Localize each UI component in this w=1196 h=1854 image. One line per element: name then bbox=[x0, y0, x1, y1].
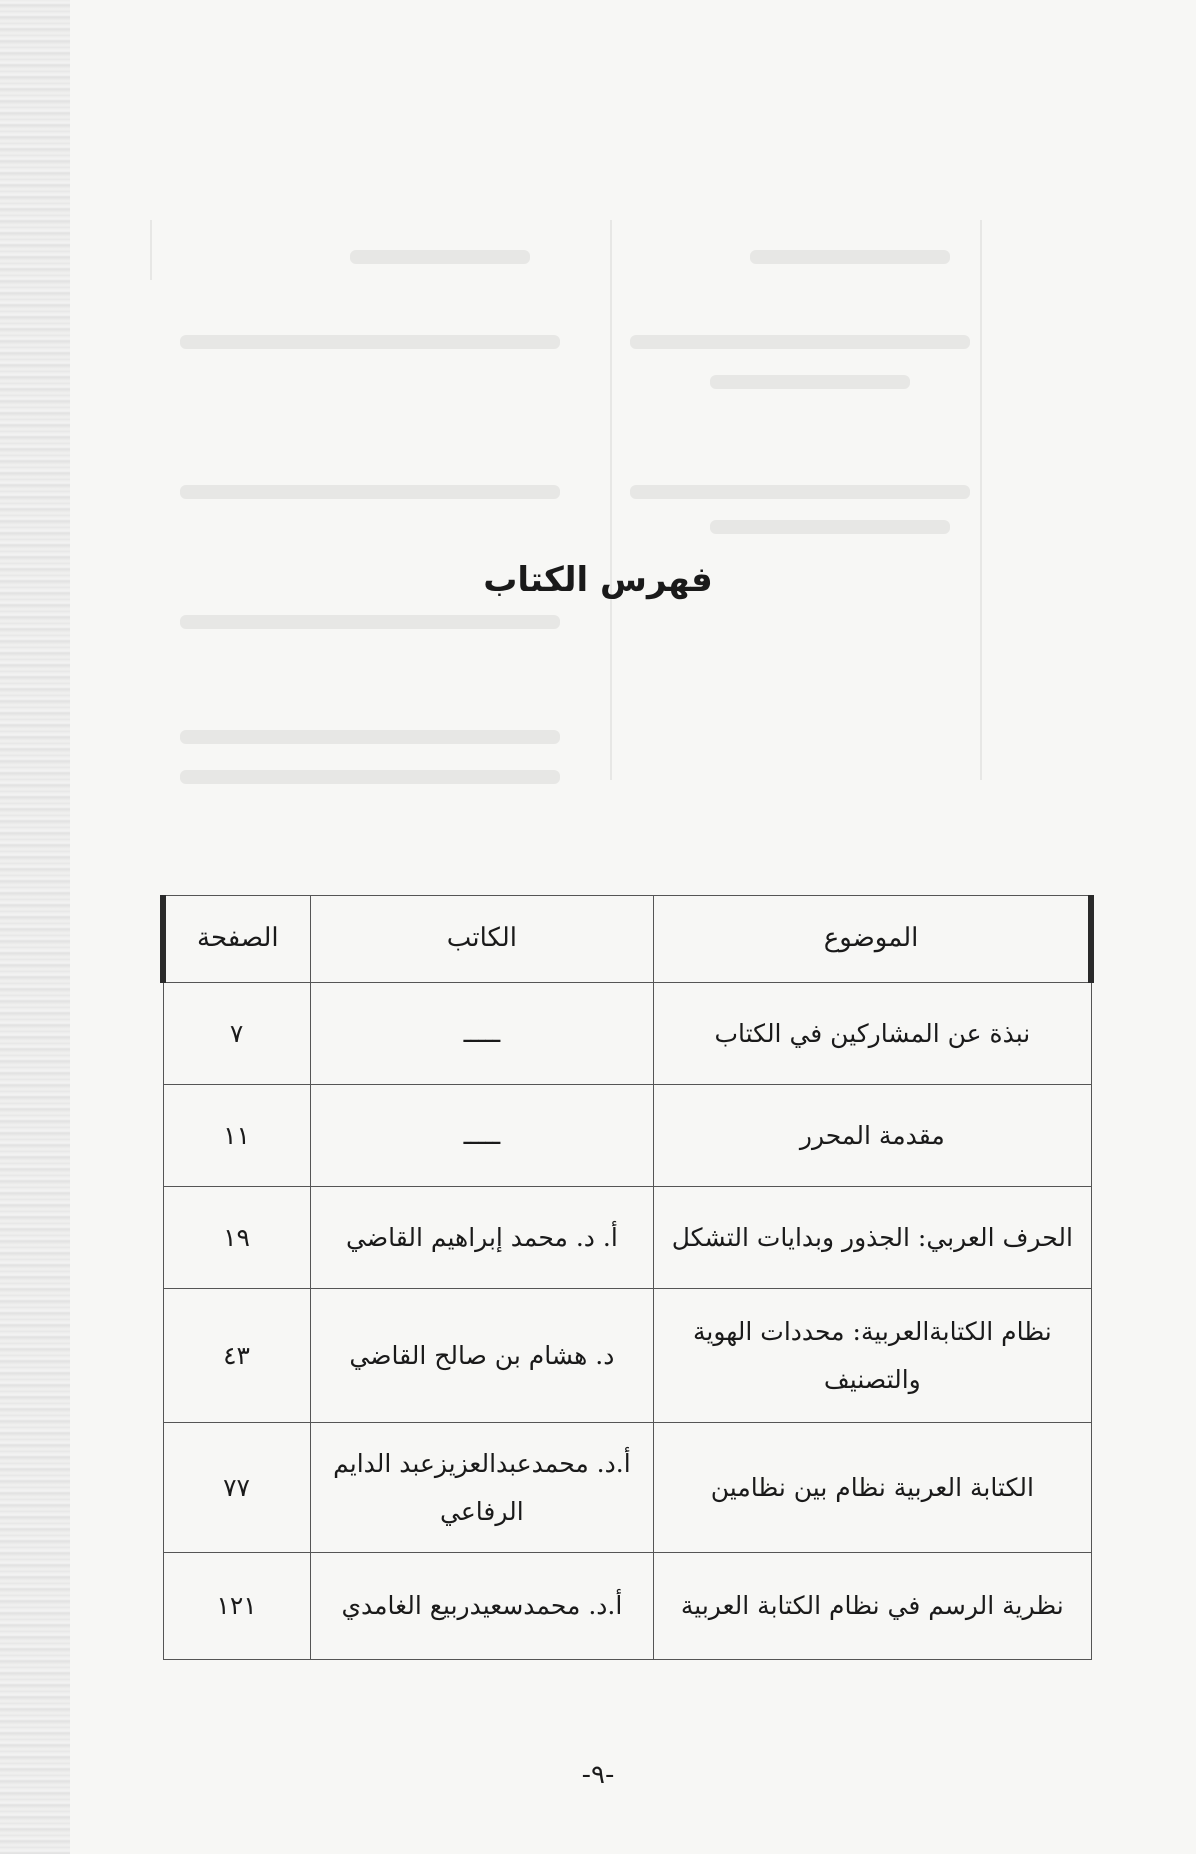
row-page: ١٢١ bbox=[163, 1553, 310, 1660]
row-author: ـــــ bbox=[310, 983, 654, 1085]
bleed-through bbox=[150, 210, 1080, 810]
table-row bbox=[163, 1187, 1091, 1289]
page-number: -٩- bbox=[581, 1760, 615, 1790]
row-page: ٧٧ bbox=[163, 1423, 310, 1553]
row-author: أ.د. محمدعبدالعزيزعبد الدايم الرفاعي bbox=[310, 1423, 654, 1553]
row-page: ١٩ bbox=[163, 1187, 310, 1289]
row-page: ٧ bbox=[163, 983, 310, 1085]
row-author: أ.د. محمدسعيدربيع الغامدي bbox=[310, 1553, 654, 1660]
scan-edge bbox=[0, 0, 70, 1854]
row-page: ٤٣ bbox=[163, 1289, 310, 1423]
row-topic: الحرف العربي: الجذور وبدايات التشكل bbox=[654, 1187, 1091, 1289]
row-topic: نبذة عن المشاركين في الكتاب bbox=[654, 983, 1091, 1085]
row-topic: مقدمة المحرر bbox=[654, 1085, 1091, 1187]
row-topic: نظام الكتابةالعربية: محددات الهوية والتصنيف bbox=[654, 1289, 1091, 1423]
row-author: د. هشام بن صالح القاضي bbox=[310, 1289, 654, 1423]
table-row bbox=[163, 1289, 1091, 1423]
row-topic: نظرية الرسم في نظام الكتابة العربية bbox=[654, 1553, 1091, 1660]
table-row bbox=[163, 1423, 1091, 1553]
page-title: فهرس الكتاب bbox=[483, 560, 713, 600]
table-row bbox=[163, 1553, 1091, 1660]
table-row bbox=[163, 983, 1091, 1085]
header-page: الصفحة bbox=[163, 896, 310, 983]
contents-table bbox=[160, 895, 1094, 1660]
row-page: ١١ bbox=[163, 1085, 310, 1187]
row-author: ـــــ bbox=[310, 1085, 654, 1187]
row-topic: الكتابة العربية نظام بين نظامين bbox=[654, 1423, 1091, 1553]
header-author: الكاتب bbox=[310, 896, 654, 983]
table-header-row bbox=[163, 896, 1091, 983]
row-author: أ. د. محمد إبراهيم القاضي bbox=[310, 1187, 654, 1289]
header-topic: الموضوع bbox=[654, 896, 1091, 983]
table-row bbox=[163, 1085, 1091, 1187]
